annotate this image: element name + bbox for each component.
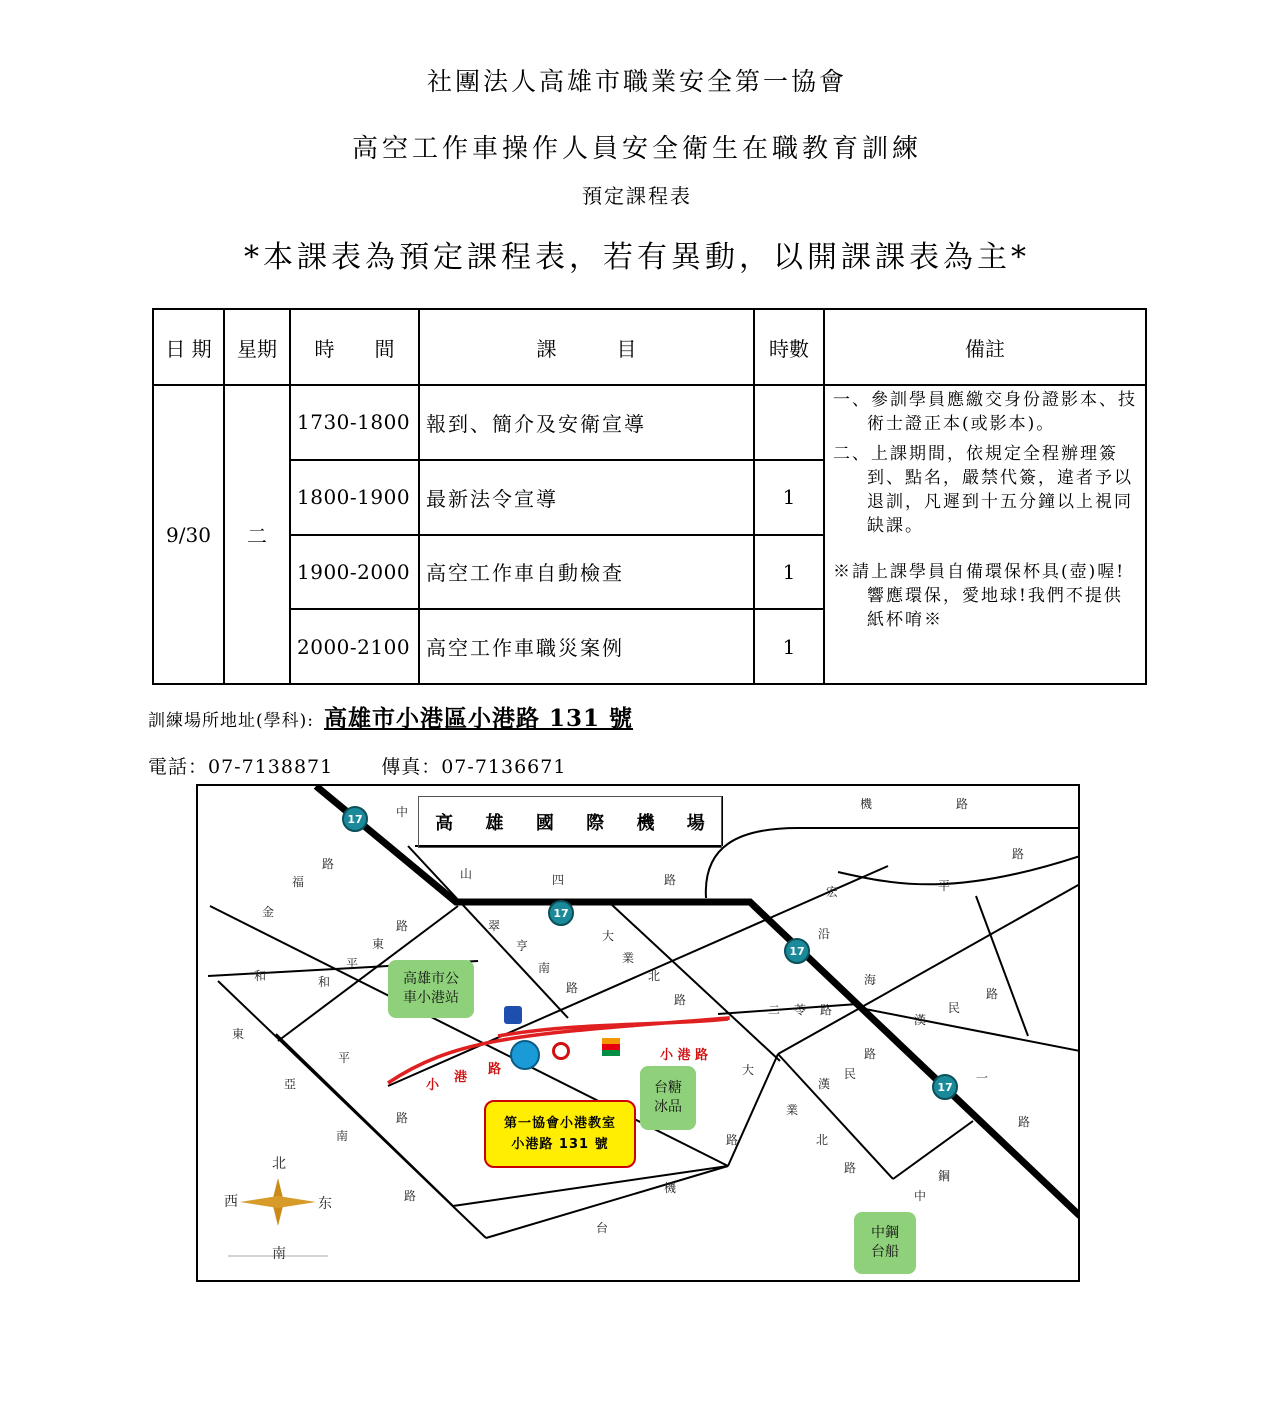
road-label: 台 — [596, 1221, 609, 1235]
road-label: 路 — [844, 1161, 857, 1175]
bus-stop-label — [388, 960, 474, 1018]
bus-stop-line: 車小港站 — [403, 990, 459, 1006]
weekday-cell: 二 — [224, 385, 290, 684]
road-label: 路 — [1012, 847, 1025, 861]
red-road-label: 小 — [426, 1078, 440, 1093]
road-line — [718, 1003, 858, 1017]
road-label: 路 — [674, 993, 687, 1007]
highway-17-icon: 17 — [932, 1074, 958, 1100]
road-label: 路 — [404, 1189, 417, 1203]
road-line — [838, 856, 1080, 884]
road-line — [453, 1166, 728, 1206]
course-cell: 報到、簡介及安衛宣導 — [419, 385, 754, 460]
road-label: 和 — [254, 969, 267, 983]
road-label: 漢 — [818, 1077, 831, 1091]
compass-east: 东 — [318, 1196, 332, 1212]
road-label: 南 — [538, 961, 551, 975]
road-label: 北 — [648, 969, 661, 983]
road-label: 路 — [726, 1133, 739, 1147]
road-label: 業 — [786, 1103, 799, 1117]
road-line — [860, 1008, 1080, 1051]
table-row — [153, 385, 1146, 460]
destination-line: 小港路 131 號 — [511, 1137, 609, 1152]
bus-icon — [504, 1006, 522, 1024]
road-label: 亞 — [284, 1077, 297, 1091]
steel-company-label — [854, 1212, 916, 1274]
road-label: 福 — [292, 875, 305, 889]
road-label: 路 — [396, 919, 409, 933]
time-cell: 2000-2100 — [290, 609, 419, 684]
road-label: 大 — [742, 1063, 755, 1077]
road-label: 路 — [566, 981, 579, 995]
ice-shop-label — [640, 1066, 696, 1130]
highway-17-icon: 17 — [784, 938, 810, 964]
road-label: 路 — [956, 797, 969, 811]
road-label: 海 — [864, 973, 877, 987]
road-label: 四 — [552, 873, 565, 887]
road-label: 路 — [664, 873, 677, 887]
road-label: 路 — [986, 987, 999, 1001]
road-line — [706, 828, 1080, 898]
road-label: 路 — [820, 1003, 833, 1017]
road-label: 宏 — [826, 885, 839, 899]
course-title: 高空工作車操作人員安全衛生在職教育訓練 — [351, 134, 922, 164]
phone-number: 電話：07-7138871 — [148, 756, 334, 778]
contact-info — [148, 752, 566, 779]
road-label: 大 — [602, 929, 615, 943]
hours-cell: 1 — [754, 609, 824, 684]
header-notes: 備註 — [824, 309, 1146, 385]
note-1: 一、參訓學員應繳交身份證影本、技術士證正本(或影本)。 — [833, 390, 1137, 434]
road-label: 平 — [938, 879, 951, 893]
road-label: 路 — [322, 857, 335, 871]
highway-17-icon: 17 — [548, 900, 574, 926]
road-label: 平 — [338, 1051, 351, 1065]
compass-west: 西 — [224, 1194, 238, 1210]
road-label: 和 — [318, 975, 331, 989]
road-label: 山 — [460, 867, 473, 881]
schedule-subtitle: 預定課程表 — [582, 184, 692, 208]
road-line — [778, 1008, 860, 1054]
airport-char: 雄 — [485, 813, 504, 834]
red-road-label: 港 — [454, 1070, 468, 1085]
airport-char: 機 — [636, 813, 655, 834]
steel-line: 中鋼 — [871, 1225, 899, 1241]
header-hours: 時數 — [754, 309, 824, 385]
hours-cell — [754, 385, 824, 460]
road-label: 機 — [664, 1181, 677, 1195]
road-label: 東 — [232, 1027, 245, 1041]
header-course: 課 目 — [419, 309, 754, 385]
road-line — [860, 884, 1080, 1008]
road-label: 中 — [914, 1189, 927, 1203]
date-cell: 9/30 — [153, 385, 224, 684]
road-label: 二 — [768, 1003, 781, 1017]
airport-char: 高 — [435, 813, 454, 834]
road-label: 翠 — [488, 919, 501, 933]
road-label: 民 — [844, 1067, 857, 1081]
compass-icon — [228, 1178, 328, 1256]
note-3: ※請上課學員自備環保杯具(壺)喔!響應環保，愛地球!我們不提供紙杯唷※ — [833, 562, 1126, 630]
hours-cell: 1 — [754, 535, 824, 610]
address-label: 訓練場所地址(學科): — [148, 711, 314, 731]
course-cell: 最新法令宣導 — [419, 460, 754, 535]
road-label: 機 — [860, 797, 873, 811]
steel-line: 台船 — [871, 1244, 899, 1260]
time-cell: 1730-1800 — [290, 385, 419, 460]
road-label: 路 — [1018, 1115, 1031, 1129]
road-label: 平 — [346, 957, 359, 971]
association-logo-icon — [510, 1040, 540, 1070]
road-label: 東 — [372, 937, 385, 951]
compass-north: 北 — [272, 1156, 286, 1172]
taisugar-logo-icon — [552, 1042, 570, 1060]
road-label: 亨 — [516, 939, 529, 953]
destination-callout — [484, 1100, 636, 1168]
course-cell: 高空工作車自動檢查 — [419, 535, 754, 610]
course-cell: 高空工作車職災案例 — [419, 609, 754, 684]
road-label: 金 — [262, 905, 275, 919]
airport-box — [418, 796, 722, 848]
red-road-label-east: 小 港 路 — [660, 1048, 709, 1063]
header-time: 時 間 — [290, 309, 419, 385]
road-line — [611, 904, 780, 1061]
time-cell: 1800-1900 — [290, 460, 419, 535]
highway-17-icon: 17 — [342, 806, 368, 832]
airport-char: 場 — [686, 813, 705, 834]
training-address — [148, 700, 633, 733]
road-label: 業 — [622, 951, 635, 965]
address-value: 高雄市小港區小港路 131 號 — [324, 705, 634, 732]
road-label: 鋼 — [938, 1169, 951, 1183]
compass-south: 南 — [272, 1246, 286, 1262]
ice-shop-line: 台糖 — [654, 1080, 682, 1096]
road-label: 路 — [864, 1047, 877, 1061]
destination-line: 第一協會小港教室 — [503, 1116, 616, 1131]
fax-number: 傳真：07-7136671 — [381, 756, 567, 778]
org-title: 社團法人高雄市職業安全第一協會 — [426, 67, 847, 96]
road-label: 南 — [336, 1129, 349, 1143]
road-label: 中 — [396, 805, 409, 819]
road-label: 苓 — [794, 1003, 807, 1017]
road-label: 沿 — [818, 927, 831, 941]
schedule-table — [152, 308, 1147, 685]
road-line — [893, 1121, 973, 1179]
note-2: 二、上課期間，依規定全程辦理簽到、點名，嚴禁代簽，違者予以退訓，凡遲到十五分鐘以上視同缺課。 — [833, 444, 1133, 536]
road-label: 一 — [976, 1071, 989, 1085]
location-map — [196, 784, 1080, 1282]
header-date: 日 期 — [153, 309, 224, 385]
road-label: 路 — [396, 1111, 409, 1125]
road-label: 北 — [816, 1133, 829, 1147]
notes-cell — [824, 385, 1146, 684]
header-weekday: 星期 — [224, 309, 290, 385]
schedule-notice: *本課表為預定課程表，若有異動，以開課課表為主* — [244, 240, 1030, 275]
airport-char: 國 — [535, 813, 554, 834]
airport-char: 際 — [586, 813, 605, 834]
road-label: 民 — [948, 1001, 961, 1015]
hours-cell: 1 — [754, 460, 824, 535]
red-road-label: 路 — [488, 1062, 502, 1077]
time-cell: 1900-2000 — [290, 535, 419, 610]
bus-stop-line: 高雄市公 — [403, 971, 459, 987]
ice-shop-line: 冰品 — [654, 1099, 682, 1115]
road-label: 漢 — [914, 1013, 927, 1027]
seven-eleven-icon — [602, 1038, 620, 1056]
